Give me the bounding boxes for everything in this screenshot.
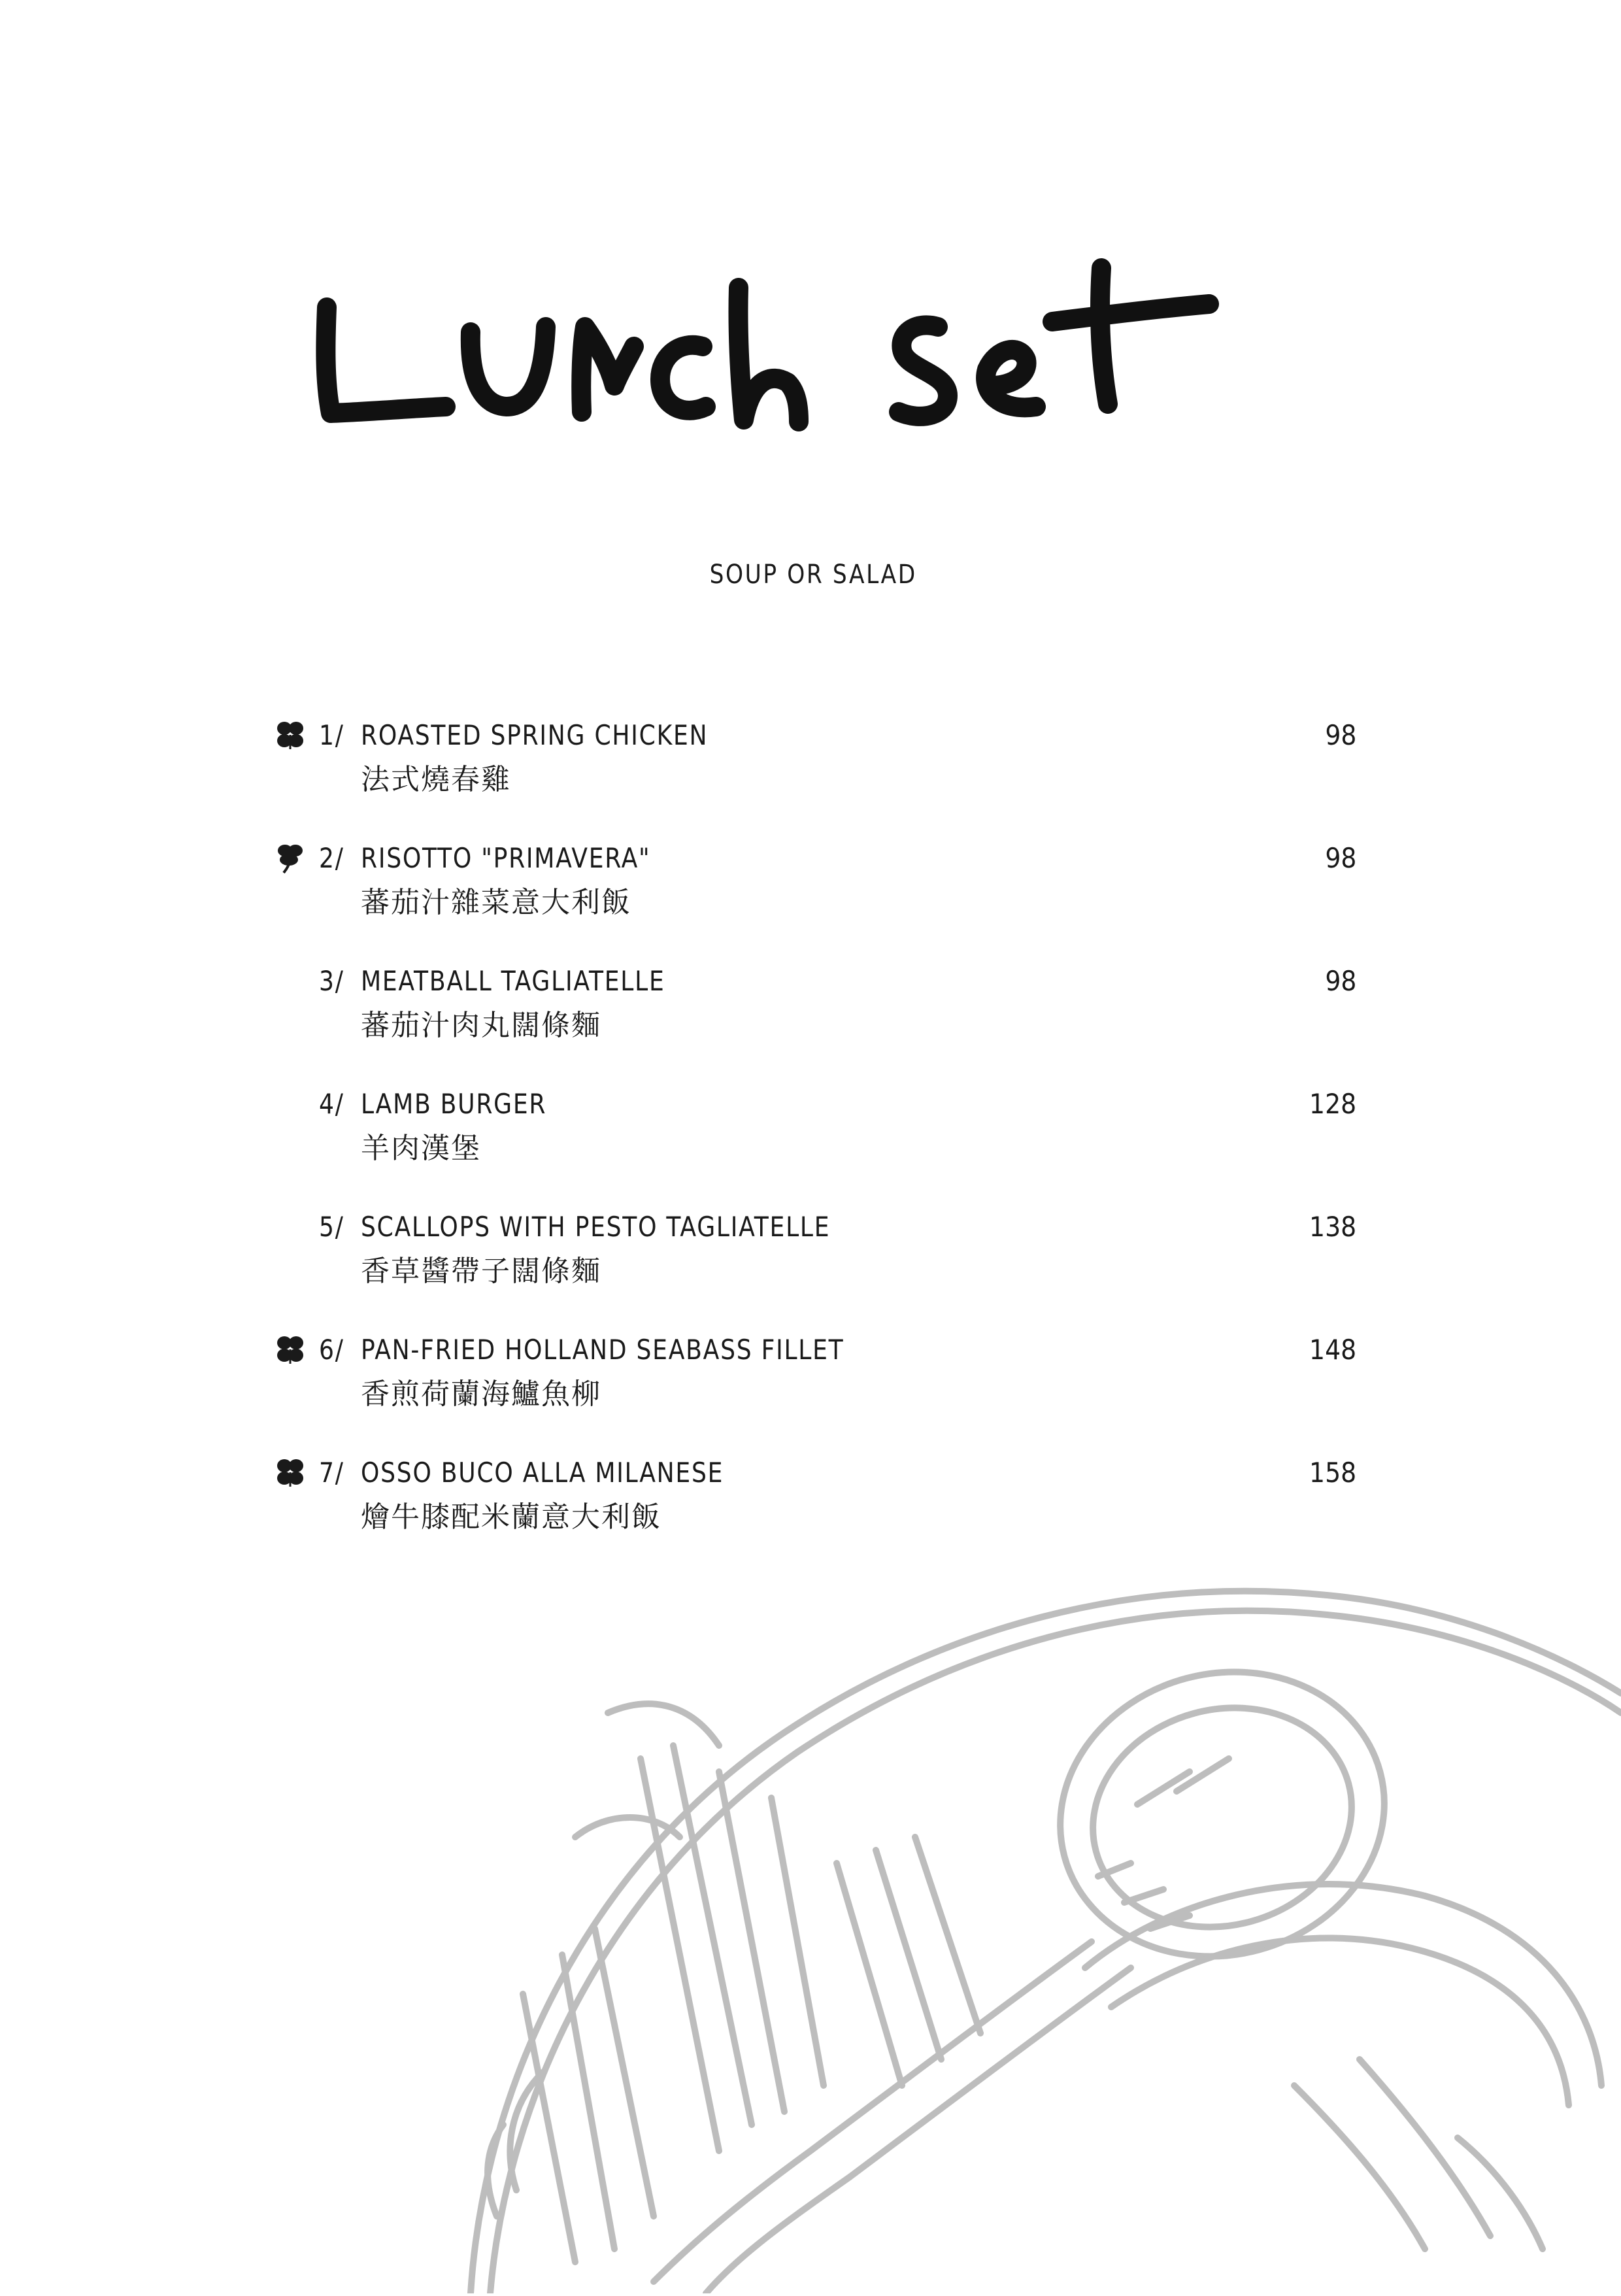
item-name-chinese: 羊肉漢堡 [361, 1132, 481, 1165]
page-title [307, 235, 1235, 451]
item-name: PAN-FRIED HOLLAND SEABASS FILLET [361, 1334, 844, 1366]
item-name-chinese: 法式燒春雞 [361, 763, 511, 796]
item-name: OSSO BUCO ALLA MILANESE [361, 1457, 724, 1489]
menu-item [0, 965, 1621, 1063]
item-number: 7/ [319, 1457, 344, 1489]
four-leaf-clover-icon [275, 719, 306, 751]
item-name: SCALLOPS WITH PESTO TAGLIATELLE [361, 1211, 831, 1243]
item-name-chinese: 香煎荷蘭海鱸魚柳 [361, 1377, 601, 1411]
item-price: 128 [1309, 1088, 1356, 1120]
item-price: 148 [1309, 1334, 1356, 1366]
menu-item [0, 842, 1621, 940]
dish-sketch-illustration [444, 1497, 1621, 2293]
item-number: 5/ [319, 1211, 344, 1243]
four-leaf-clover-icon [275, 1334, 306, 1365]
menu-item [0, 1334, 1621, 1432]
item-name: RISOTTO "PRIMAVERA" [361, 842, 651, 874]
item-name: MEATBALL TAGLIATELLE [361, 965, 665, 997]
item-price: 98 [1324, 965, 1356, 997]
menu-subtitle: SOUP OR SALAD [709, 560, 917, 590]
item-price: 98 [1324, 719, 1356, 751]
item-number: 1/ [319, 719, 344, 751]
item-name-chinese: 香草醬帶子闊條麵 [361, 1255, 601, 1288]
item-price: 158 [1309, 1457, 1356, 1489]
item-number: 6/ [319, 1334, 344, 1366]
item-name: ROASTED SPRING CHICKEN [361, 719, 709, 751]
item-name-chinese: 蕃茄汁雜菜意大利飯 [361, 886, 631, 919]
item-number: 2/ [319, 842, 344, 874]
item-price: 98 [1324, 842, 1356, 874]
item-number: 4/ [319, 1088, 344, 1120]
item-name: LAMB BURGER [361, 1088, 547, 1120]
menu-item [0, 1211, 1621, 1309]
item-name-chinese: 燴牛膝配米蘭意大利飯 [361, 1500, 661, 1534]
item-price: 138 [1309, 1211, 1356, 1243]
item-name-chinese: 蕃茄汁肉丸闊條麵 [361, 1009, 601, 1042]
item-number: 3/ [319, 965, 344, 997]
menu-item [0, 719, 1621, 817]
four-leaf-clover-icon [275, 1457, 306, 1488]
vegetarian-leaf-icon [275, 842, 306, 873]
menu-item [0, 1088, 1621, 1186]
